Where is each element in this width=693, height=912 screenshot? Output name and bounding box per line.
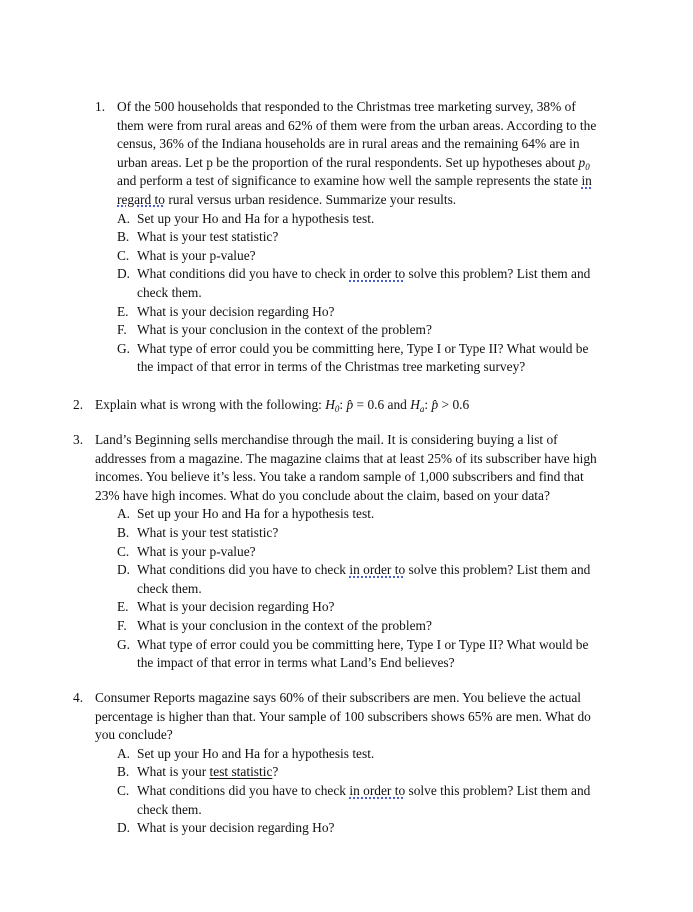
text-line: census, 36% of the Indiana households are in rural areas and the remaining 64% are in bbox=[117, 136, 580, 152]
question-number: 1. bbox=[95, 99, 106, 114]
underlined-term: test statistic bbox=[209, 764, 273, 780]
text-line: Of the 500 households that responded to the Christmas tree marketing survey, 38% of bbox=[117, 99, 576, 114]
text-segment: rural versus urban residence. Summarize your results. bbox=[168, 191, 457, 207]
grammar-flag: regard to bbox=[117, 191, 165, 207]
text-segment: and perform a test of significance to examine how well the sample represents the state bbox=[117, 173, 579, 189]
question-text: Land’s Beginning sells merchandise through the mail. It is considering buying a list of addresses from a magazine. The magazine claims that at least 25% of its subscriber have high incomes. You believe it’s less. You take a random sample of 1,000 subscribers and find that 23% have high incomes. What do you conclude about the claim, based on your data? bbox=[95, 432, 597, 503]
text-line bbox=[117, 191, 627, 210]
question-text bbox=[117, 98, 627, 210]
question-text: Consumer Reports magazine says 60% of their subscribers are men. You believe the actual percentage is higher than that. Your sample of 100 subscribers shows 65% are men. What do you conclude? bbox=[95, 690, 591, 743]
question-text: Explain what is wrong with the following: $H_0$: p̂ = 0.6 and $H_a$: p̂ > 0.6 bbox=[95, 397, 470, 414]
grammar-flag: in order to bbox=[349, 783, 406, 798]
text-line bbox=[117, 172, 627, 191]
grammar-flag: in bbox=[581, 173, 592, 189]
question-number: 3. bbox=[73, 432, 84, 447]
null-hypothesis-symbol: $H_0$ bbox=[325, 397, 340, 414]
p0-symbol: $p_0$ bbox=[578, 154, 590, 172]
grammar-flag: in order to bbox=[349, 266, 406, 282]
alt-hypothesis-symbol: $H_a$ bbox=[410, 397, 425, 414]
text-line: them were from rural areas and 62% of them were from the urban areas. According to the bbox=[117, 117, 597, 133]
text-line bbox=[117, 154, 627, 173]
document-page: 1. Of the 500 households that responded to the Christmas tree marketing survey, 38% of them were from rural areas and 62% of them were from the urban areas. According to the census, 36% of the Indiana households are in rural areas and the remaining 64% are in urban areas. Let p be the proportion of the rural respondents. Set up hypotheses about $p_0$ and perform a test of significance to examine how well the sample represents the state in regard to rural versus urban residence. Summarize your results. A. Set up your Ho and Ha for a hypothesis test. B. What is your test statistic? C. What is your p-value? D. What conditions did you have to check in order to solve this problem? List them and check them. E. What is your decision regarding Ho? F. What is your conclusion in the context of the problem? G. What type of error could you be committing here, Type I or Type II? What would be the impact of that error in terms of the Christmas tree marketing survey? 2. Explain what is wrong with the following: $H_0$: p̂ = 0.6 and $H_a$: p̂ > 0.6 3. Land’s Beginning sells merchandise through the mail. It is considering buying a list of addresses from a magazine. The magazine claims that at least 25% of its subscriber have high incomes. You believe it’s less. You take a random sample of 1,000 subscribers and find that 23% have high incomes. What do you conclude about the claim, based on your data? A. Set up your Ho and Ha for a hypothesis test. B. What is your test statistic? C. What is your p-value? D. What conditions did you have to check in order to solve this problem? List them and check them. E. What is your decision regarding Ho? F. What is your conclusion in the context of the problem? G. What type of error could you be committing here, Type I or Type II? What would be the impact of that error in terms what Land’s End believes? 4. Consumer Reports magazine says 60% of their subscribers are men. You believe the actual percentage is higher than that. Your sample of 100 subscribers shows 65% are men. What do you conclude? A. Set up your Ho and Ha for a hypothesis test. B. What is your test statistic? C. What conditions did you have to check in order to solve this problem? List them and check them. D. What is your decision regarding Ho? bbox=[0, 0, 693, 912]
text-segment: urban areas. Let p be the proportion of the rural respondents. Set up hypotheses about bbox=[117, 154, 576, 170]
grammar-flag: in order to bbox=[349, 562, 406, 578]
question-number: 4. bbox=[73, 690, 84, 705]
question-number: 2. bbox=[73, 397, 84, 412]
